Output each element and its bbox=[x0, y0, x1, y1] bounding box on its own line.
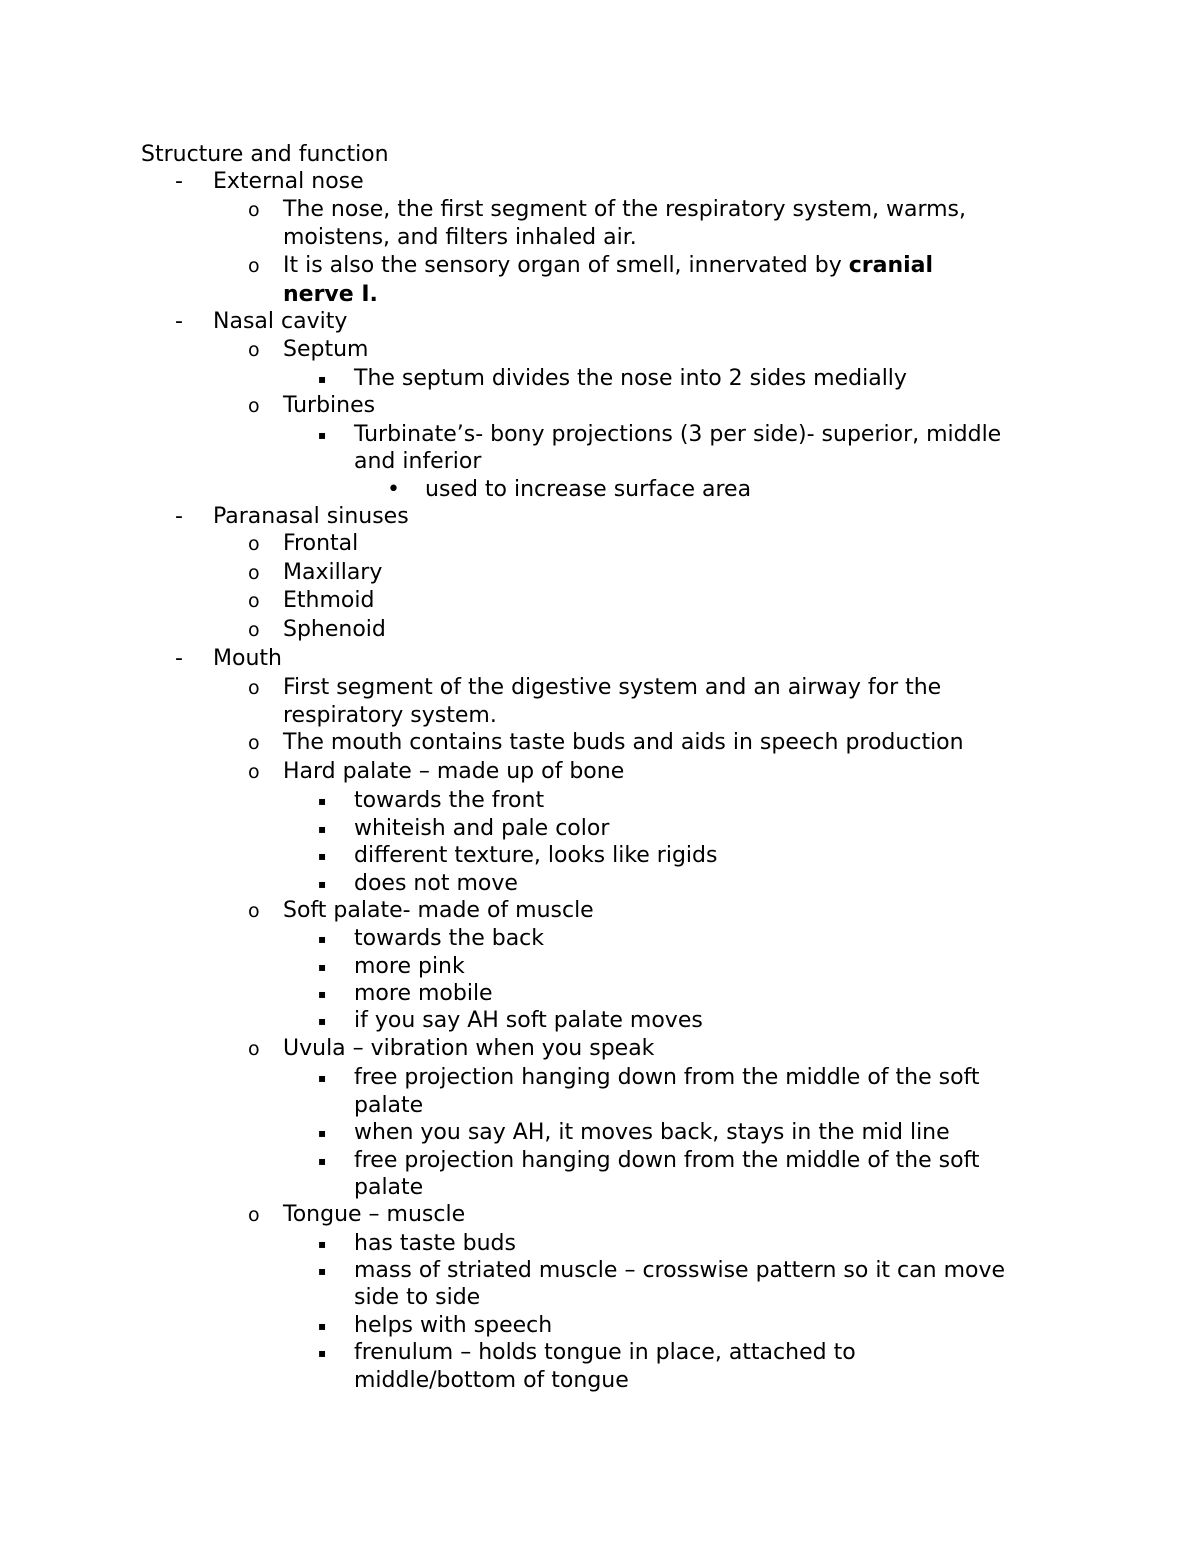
tongue-detail-3: helps with speech bbox=[354, 1313, 553, 1338]
uvula-detail-2: when you say AH, it moves back, stays in the mid line bbox=[354, 1120, 950, 1145]
tongue-detail-2-line-1: mass of striated muscle – crosswise pattern so it can move bbox=[354, 1258, 1006, 1283]
square-bullet: ▪ bbox=[318, 1264, 327, 1278]
circle-bullet: o bbox=[248, 590, 260, 612]
circle-bullet: o bbox=[248, 1204, 260, 1226]
square-bullet: ▪ bbox=[318, 1126, 327, 1140]
turbines-item: Turbines bbox=[283, 393, 376, 418]
circle-bullet: o bbox=[248, 533, 260, 555]
circle-bullet: o bbox=[248, 677, 260, 699]
uvula-detail-1-line-2: palate bbox=[354, 1093, 424, 1118]
circle-bullet: o bbox=[248, 562, 260, 584]
hard-palate-detail: different texture, looks like rigids bbox=[354, 843, 718, 868]
circle-bullet: o bbox=[248, 199, 260, 221]
sinus-item: Frontal bbox=[283, 531, 359, 556]
square-bullet: ▪ bbox=[318, 428, 327, 442]
tongue-detail-4-line-2: middle/bottom of tongue bbox=[354, 1368, 629, 1393]
square-bullet: ▪ bbox=[318, 849, 327, 863]
hard-palate-detail: whiteish and pale color bbox=[354, 816, 610, 841]
soft-palate-detail: if you say AH soft palate moves bbox=[354, 1008, 703, 1033]
dot-bullet: • bbox=[387, 477, 400, 502]
square-bullet: ▪ bbox=[318, 1071, 327, 1085]
mouth-item-1-line-1: First segment of the digestive system and an airway for the bbox=[283, 675, 942, 700]
page-title: Structure and function bbox=[141, 142, 389, 167]
mouth-item-2: The mouth contains taste buds and aids in speech production bbox=[283, 730, 964, 755]
external-nose-item-2-bold: cranial bbox=[848, 253, 934, 278]
turbines-detail-line-1: Turbinate’s- bony projections (3 per side)- superior, middle bbox=[354, 422, 1002, 447]
circle-bullet: o bbox=[248, 395, 260, 417]
dash-bullet: - bbox=[175, 504, 183, 529]
soft-palate-item: Soft palate- made of muscle bbox=[283, 898, 594, 923]
square-bullet: ▪ bbox=[318, 960, 327, 974]
nasal-cavity-heading: Nasal cavity bbox=[213, 309, 348, 334]
circle-bullet: o bbox=[248, 619, 260, 641]
hard-palate-detail: towards the front bbox=[354, 788, 545, 813]
tongue-item: Tongue – muscle bbox=[283, 1202, 466, 1227]
square-bullet: ▪ bbox=[318, 987, 327, 1001]
tongue-detail-1: has taste buds bbox=[354, 1231, 516, 1256]
square-bullet: ▪ bbox=[318, 794, 327, 808]
external-nose-item-2-text: It is also the sensory organ of smell, innervated by bbox=[283, 253, 849, 278]
uvula-detail-1-line-1: free projection hanging down from the middle of the soft bbox=[354, 1065, 980, 1090]
square-bullet: ▪ bbox=[318, 822, 327, 836]
square-bullet: ▪ bbox=[318, 877, 327, 891]
uvula-detail-3-line-2: palate bbox=[354, 1175, 424, 1200]
sinus-item: Ethmoid bbox=[283, 588, 375, 613]
square-bullet: ▪ bbox=[318, 1319, 327, 1333]
tongue-detail-4-line-1: frenulum – holds tongue in place, attached to bbox=[354, 1340, 856, 1365]
septum-detail: The septum divides the nose into 2 sides medially bbox=[354, 366, 907, 391]
circle-bullet: o bbox=[248, 339, 260, 361]
sinus-item: Maxillary bbox=[283, 560, 383, 585]
external-nose-item-1-line-1: The nose, the first segment of the respiratory system, warms, bbox=[283, 197, 967, 222]
dash-bullet: - bbox=[175, 169, 183, 194]
external-nose-item-1-line-2: moistens, and filters inhaled air. bbox=[283, 225, 637, 250]
square-bullet: ▪ bbox=[318, 1346, 327, 1360]
circle-bullet: o bbox=[248, 761, 260, 783]
uvula-detail-3-line-1: free projection hanging down from the middle of the soft bbox=[354, 1148, 980, 1173]
dash-bullet: - bbox=[175, 646, 183, 671]
dash-bullet: - bbox=[175, 309, 183, 334]
square-bullet: ▪ bbox=[318, 1014, 327, 1028]
soft-palate-detail: more mobile bbox=[354, 981, 493, 1006]
mouth-heading: Mouth bbox=[213, 646, 282, 671]
uvula-item: Uvula – vibration when you speak bbox=[283, 1036, 655, 1061]
circle-bullet: o bbox=[248, 900, 260, 922]
paranasal-sinuses-heading: Paranasal sinuses bbox=[213, 504, 409, 529]
turbines-detail-line-2: and inferior bbox=[354, 449, 482, 474]
sinus-item: Sphenoid bbox=[283, 617, 386, 642]
circle-bullet: o bbox=[248, 732, 260, 754]
hard-palate-detail: does not move bbox=[354, 871, 518, 896]
soft-palate-detail: towards the back bbox=[354, 926, 545, 951]
external-nose-item-2-line-1 bbox=[283, 252, 933, 280]
mouth-item-1-line-2: respiratory system. bbox=[283, 703, 497, 728]
circle-bullet: o bbox=[248, 255, 260, 277]
square-bullet: ▪ bbox=[318, 1154, 327, 1168]
tongue-detail-2-line-2: side to side bbox=[354, 1285, 481, 1310]
turbines-sub-item: used to increase surface area bbox=[425, 477, 752, 502]
square-bullet: ▪ bbox=[318, 1237, 327, 1251]
soft-palate-detail: more pink bbox=[354, 954, 465, 979]
hard-palate-item: Hard palate – made up of bone bbox=[283, 759, 625, 784]
external-nose-heading: External nose bbox=[213, 169, 364, 194]
circle-bullet: o bbox=[248, 1038, 260, 1060]
septum-item: Septum bbox=[283, 337, 369, 362]
square-bullet: ▪ bbox=[318, 932, 327, 946]
external-nose-item-2-line-2: nerve I. bbox=[283, 282, 378, 307]
square-bullet: ▪ bbox=[318, 372, 327, 386]
